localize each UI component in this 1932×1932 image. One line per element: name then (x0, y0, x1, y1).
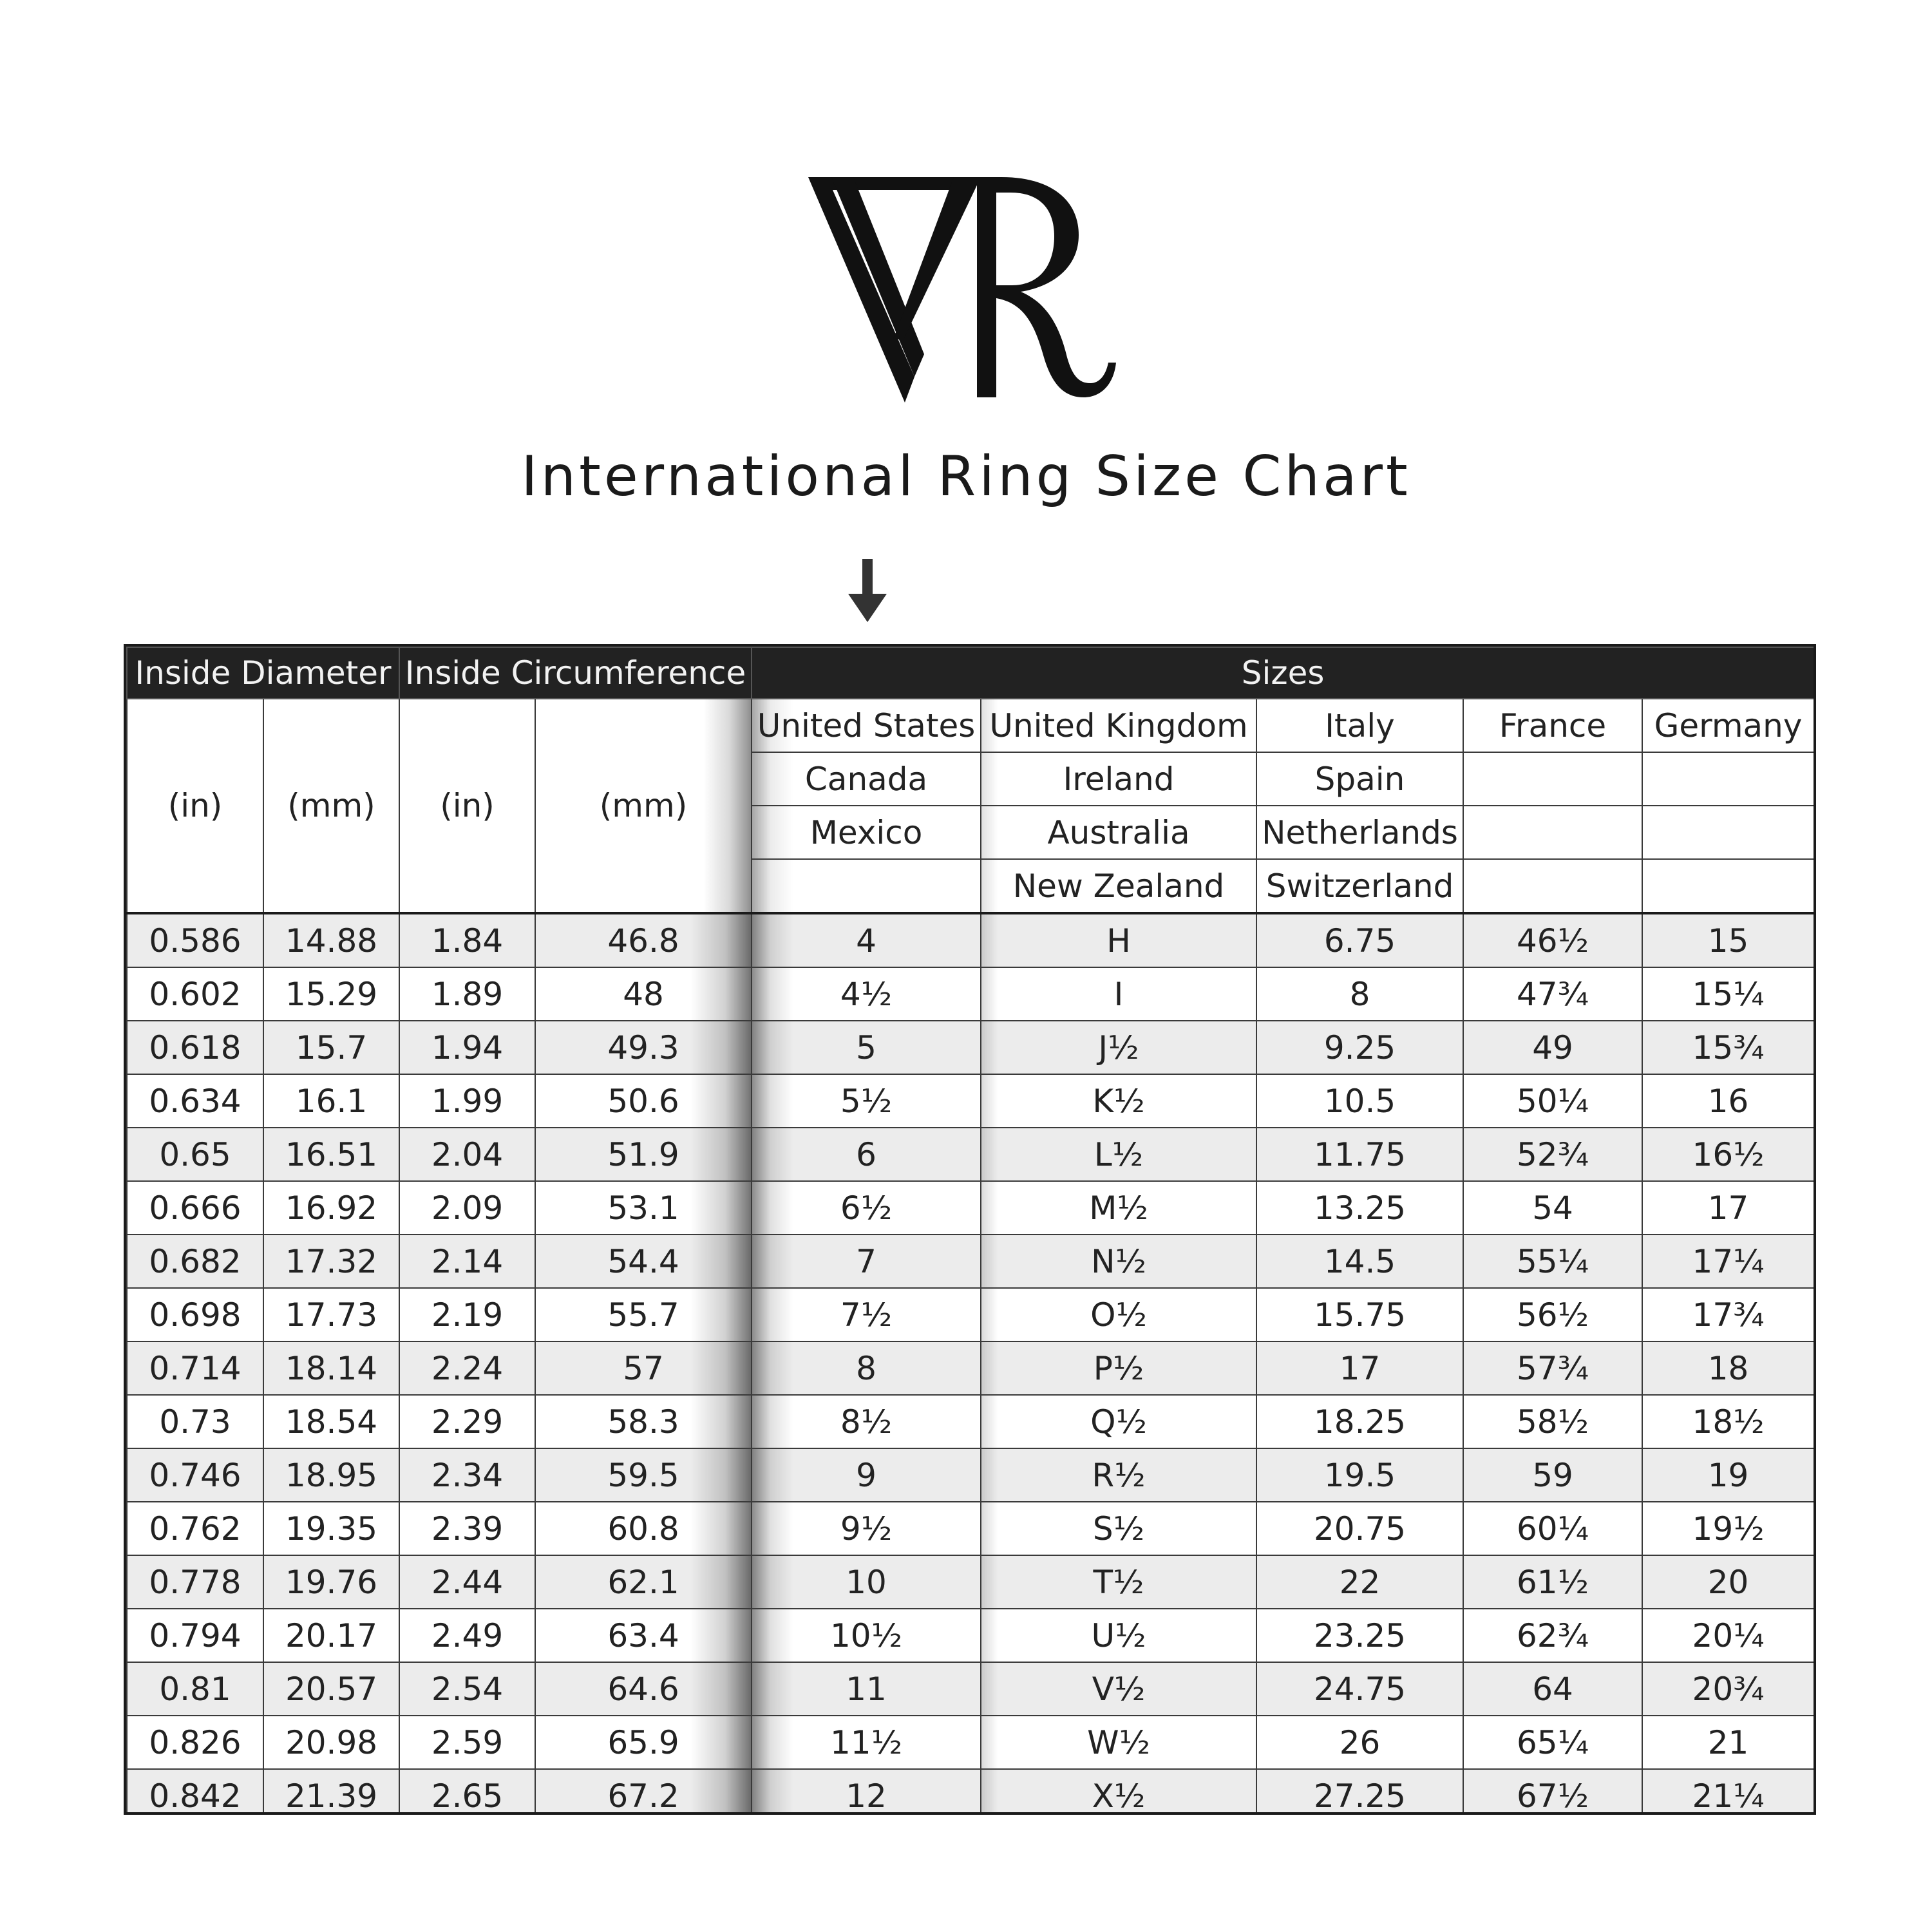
cell-circumference-mm: 62.1 (535, 1555, 752, 1609)
cell-france-size: 60¼ (1463, 1502, 1642, 1555)
cell-circumference-mm: 48 (535, 967, 752, 1021)
cell-circumference-mm: 59.5 (535, 1448, 752, 1502)
table-row (127, 1074, 1814, 1128)
cell-germany-size: 19½ (1642, 1502, 1814, 1555)
cell-germany-size: 16½ (1642, 1128, 1814, 1181)
cell-uk-size: X½ (981, 1769, 1256, 1815)
cell-circumference-in: 2.44 (399, 1555, 535, 1609)
cell-france-size: 54 (1463, 1181, 1642, 1235)
cell-diameter-mm: 17.73 (263, 1288, 399, 1341)
table-row (127, 1609, 1814, 1662)
cell-circumference-in: 2.09 (399, 1181, 535, 1235)
cell-us-size: 8 (752, 1341, 981, 1395)
cell-france-size: 49 (1463, 1021, 1642, 1074)
region-germany-3 (1642, 806, 1814, 859)
cell-us-size: 11½ (752, 1716, 981, 1769)
cell-diameter-in: 0.826 (127, 1716, 263, 1769)
table-row (127, 1395, 1814, 1448)
cell-diameter-mm: 21.39 (263, 1769, 399, 1815)
cell-us-size: 10 (752, 1555, 981, 1609)
cell-diameter-in: 0.634 (127, 1074, 263, 1128)
cell-germany-size: 17 (1642, 1181, 1814, 1235)
cell-uk-size: H (981, 913, 1256, 967)
cell-italy-size: 10.5 (1256, 1074, 1463, 1128)
cell-us-size: 6 (752, 1128, 981, 1181)
region-us-1: United States (752, 699, 981, 752)
cell-diameter-mm: 20.57 (263, 1662, 399, 1716)
cell-circumference-mm: 65.9 (535, 1716, 752, 1769)
cell-diameter-in: 0.73 (127, 1395, 263, 1448)
header-inside-circumference: Inside Circumference (399, 647, 752, 699)
region-uk-2: Ireland (981, 752, 1256, 806)
table-row (127, 1181, 1814, 1235)
cell-italy-size: 17 (1256, 1341, 1463, 1395)
cell-france-size: 58½ (1463, 1395, 1642, 1448)
cell-uk-size: M½ (981, 1181, 1256, 1235)
cell-italy-size: 11.75 (1256, 1128, 1463, 1181)
cell-france-size: 64 (1463, 1662, 1642, 1716)
cell-circumference-mm: 60.8 (535, 1502, 752, 1555)
region-france-3 (1463, 806, 1642, 859)
region-italy-3: Netherlands (1256, 806, 1463, 859)
cell-italy-size: 18.25 (1256, 1395, 1463, 1448)
cell-uk-size: V½ (981, 1662, 1256, 1716)
cell-us-size: 9½ (752, 1502, 981, 1555)
cell-germany-size: 20¾ (1642, 1662, 1814, 1716)
vr-monogram-logo (808, 171, 1130, 402)
cell-circumference-in: 1.99 (399, 1074, 535, 1128)
cell-germany-size: 20¼ (1642, 1609, 1814, 1662)
table-row (127, 1341, 1814, 1395)
table-row (127, 1448, 1814, 1502)
cell-diameter-mm: 18.54 (263, 1395, 399, 1448)
cell-diameter-in: 0.65 (127, 1128, 263, 1181)
cell-diameter-in: 0.698 (127, 1288, 263, 1341)
cell-circumference-in: 2.24 (399, 1341, 535, 1395)
cell-diameter-mm: 14.88 (263, 913, 399, 967)
cell-uk-size: S½ (981, 1502, 1256, 1555)
cell-circumference-mm: 49.3 (535, 1021, 752, 1074)
cell-italy-size: 6.75 (1256, 913, 1463, 967)
region-us-3: Mexico (752, 806, 981, 859)
cell-circumference-in: 2.49 (399, 1609, 535, 1662)
cell-circumference-mm: 67.2 (535, 1769, 752, 1815)
cell-france-size: 47¾ (1463, 967, 1642, 1021)
cell-circumference-in: 2.39 (399, 1502, 535, 1555)
cell-italy-size: 14.5 (1256, 1235, 1463, 1288)
cell-circumference-in: 2.34 (399, 1448, 535, 1502)
cell-us-size: 4½ (752, 967, 981, 1021)
cell-italy-size: 22 (1256, 1555, 1463, 1609)
cell-diameter-in: 0.746 (127, 1448, 263, 1502)
cell-italy-size: 20.75 (1256, 1502, 1463, 1555)
region-italy-2: Spain (1256, 752, 1463, 806)
cell-france-size: 52¾ (1463, 1128, 1642, 1181)
cell-france-size: 56½ (1463, 1288, 1642, 1341)
cell-diameter-mm: 16.92 (263, 1181, 399, 1235)
cell-circumference-mm: 51.9 (535, 1128, 752, 1181)
cell-circumference-in: 2.14 (399, 1235, 535, 1288)
unit-label-diameter-mm: (mm) (263, 699, 399, 913)
cell-diameter-mm: 16.51 (263, 1128, 399, 1181)
cell-circumference-in: 1.84 (399, 913, 535, 967)
region-germany-1: Germany (1642, 699, 1814, 752)
region-uk-4: New Zealand (981, 859, 1256, 913)
cell-italy-size: 15.75 (1256, 1288, 1463, 1341)
cell-germany-size: 21¼ (1642, 1769, 1814, 1815)
cell-circumference-mm: 46.8 (535, 913, 752, 967)
cell-circumference-mm: 55.7 (535, 1288, 752, 1341)
cell-france-size: 62¾ (1463, 1609, 1642, 1662)
cell-germany-size: 17¼ (1642, 1235, 1814, 1288)
cell-us-size: 5 (752, 1021, 981, 1074)
region-italy-4: Switzerland (1256, 859, 1463, 913)
cell-germany-size: 18½ (1642, 1395, 1814, 1448)
cell-circumference-in: 2.65 (399, 1769, 535, 1815)
cell-diameter-mm: 18.14 (263, 1341, 399, 1395)
cell-diameter-in: 0.714 (127, 1341, 263, 1395)
cell-diameter-in: 0.81 (127, 1662, 263, 1716)
down-arrow-icon (847, 559, 888, 623)
table-row (127, 1288, 1814, 1341)
cell-germany-size: 15¼ (1642, 967, 1814, 1021)
unit-label-diameter-in: (in) (127, 699, 263, 913)
cell-diameter-mm: 15.7 (263, 1021, 399, 1074)
cell-us-size: 5½ (752, 1074, 981, 1128)
region-france-4 (1463, 859, 1642, 913)
region-italy-1: Italy (1256, 699, 1463, 752)
cell-germany-size: 16 (1642, 1074, 1814, 1128)
cell-circumference-mm: 57 (535, 1341, 752, 1395)
cell-us-size: 4 (752, 913, 981, 967)
cell-diameter-in: 0.682 (127, 1235, 263, 1288)
cell-circumference-in: 2.04 (399, 1128, 535, 1181)
cell-germany-size: 15¾ (1642, 1021, 1814, 1074)
cell-us-size: 7½ (752, 1288, 981, 1341)
cell-italy-size: 19.5 (1256, 1448, 1463, 1502)
cell-italy-size: 27.25 (1256, 1769, 1463, 1815)
cell-circumference-mm: 53.1 (535, 1181, 752, 1235)
table-row (127, 913, 1814, 967)
cell-italy-size: 13.25 (1256, 1181, 1463, 1235)
cell-us-size: 9 (752, 1448, 981, 1502)
region-us-2: Canada (752, 752, 981, 806)
cell-circumference-in: 2.54 (399, 1662, 535, 1716)
cell-circumference-mm: 54.4 (535, 1235, 752, 1288)
ring-size-table (124, 644, 1816, 1815)
cell-uk-size: Q½ (981, 1395, 1256, 1448)
table-row (127, 967, 1814, 1021)
cell-italy-size: 9.25 (1256, 1021, 1463, 1074)
cell-uk-size: O½ (981, 1288, 1256, 1341)
region-uk-1: United Kingdom (981, 699, 1256, 752)
cell-circumference-mm: 64.6 (535, 1662, 752, 1716)
table-row (127, 1769, 1814, 1815)
cell-france-size: 50¼ (1463, 1074, 1642, 1128)
unit-label-circumference-in: (in) (399, 699, 535, 913)
table-row (127, 1716, 1814, 1769)
cell-uk-size: W½ (981, 1716, 1256, 1769)
cell-italy-size: 23.25 (1256, 1609, 1463, 1662)
table-row (127, 1555, 1814, 1609)
cell-us-size: 6½ (752, 1181, 981, 1235)
cell-diameter-mm: 20.98 (263, 1716, 399, 1769)
table-row (127, 1021, 1814, 1074)
cell-diameter-in: 0.762 (127, 1502, 263, 1555)
table-row (127, 1235, 1814, 1288)
cell-uk-size: J½ (981, 1021, 1256, 1074)
cell-circumference-in: 2.19 (399, 1288, 535, 1341)
region-uk-3: Australia (981, 806, 1256, 859)
region-france-1: France (1463, 699, 1642, 752)
cell-uk-size: L½ (981, 1128, 1256, 1181)
cell-us-size: 11 (752, 1662, 981, 1716)
cell-france-size: 61½ (1463, 1555, 1642, 1609)
cell-diameter-in: 0.618 (127, 1021, 263, 1074)
cell-france-size: 59 (1463, 1448, 1642, 1502)
cell-uk-size: P½ (981, 1341, 1256, 1395)
cell-france-size: 57¾ (1463, 1341, 1642, 1395)
cell-circumference-in: 1.94 (399, 1021, 535, 1074)
cell-diameter-in: 0.794 (127, 1609, 263, 1662)
cell-italy-size: 24.75 (1256, 1662, 1463, 1716)
region-header-row-1 (127, 699, 1814, 752)
cell-germany-size: 17¾ (1642, 1288, 1814, 1341)
cell-france-size: 67½ (1463, 1769, 1642, 1815)
region-france-2 (1463, 752, 1642, 806)
cell-germany-size: 19 (1642, 1448, 1814, 1502)
cell-diameter-in: 0.586 (127, 913, 263, 967)
cell-diameter-mm: 17.32 (263, 1235, 399, 1288)
cell-uk-size: T½ (981, 1555, 1256, 1609)
size-rows (127, 913, 1814, 1815)
cell-germany-size: 15 (1642, 913, 1814, 967)
region-germany-2 (1642, 752, 1814, 806)
region-germany-4 (1642, 859, 1814, 913)
unit-label-circumference-mm: (mm) (535, 699, 752, 913)
cell-germany-size: 18 (1642, 1341, 1814, 1395)
cell-uk-size: N½ (981, 1235, 1256, 1288)
cell-diameter-mm: 15.29 (263, 967, 399, 1021)
cell-france-size: 46½ (1463, 913, 1642, 967)
cell-diameter-mm: 19.76 (263, 1555, 399, 1609)
group-header-row (127, 647, 1814, 699)
cell-uk-size: R½ (981, 1448, 1256, 1502)
cell-germany-size: 20 (1642, 1555, 1814, 1609)
cell-us-size: 8½ (752, 1395, 981, 1448)
cell-circumference-in: 2.29 (399, 1395, 535, 1448)
cell-us-size: 10½ (752, 1609, 981, 1662)
cell-germany-size: 21 (1642, 1716, 1814, 1769)
cell-uk-size: U½ (981, 1609, 1256, 1662)
table-row (127, 1128, 1814, 1181)
cell-circumference-in: 1.89 (399, 967, 535, 1021)
cell-diameter-in: 0.602 (127, 967, 263, 1021)
table-row (127, 1662, 1814, 1716)
header-inside-diameter: Inside Diameter (127, 647, 399, 699)
ring-size-chart-table (126, 647, 1815, 1815)
cell-france-size: 65¼ (1463, 1716, 1642, 1769)
region-us-4 (752, 859, 981, 913)
cell-diameter-in: 0.778 (127, 1555, 263, 1609)
cell-diameter-mm: 16.1 (263, 1074, 399, 1128)
cell-diameter-mm: 18.95 (263, 1448, 399, 1502)
cell-italy-size: 26 (1256, 1716, 1463, 1769)
header-sizes: Sizes (752, 647, 1814, 699)
cell-circumference-in: 2.59 (399, 1716, 535, 1769)
cell-circumference-mm: 50.6 (535, 1074, 752, 1128)
cell-uk-size: K½ (981, 1074, 1256, 1128)
cell-diameter-mm: 20.17 (263, 1609, 399, 1662)
cell-diameter-in: 0.666 (127, 1181, 263, 1235)
page-title: International Ring Size Chart (521, 444, 1411, 509)
cell-italy-size: 8 (1256, 967, 1463, 1021)
cell-circumference-mm: 63.4 (535, 1609, 752, 1662)
cell-france-size: 55¼ (1463, 1235, 1642, 1288)
cell-uk-size: I (981, 967, 1256, 1021)
table-row (127, 1502, 1814, 1555)
cell-diameter-in: 0.842 (127, 1769, 263, 1815)
cell-circumference-mm: 58.3 (535, 1395, 752, 1448)
cell-diameter-mm: 19.35 (263, 1502, 399, 1555)
cell-us-size: 7 (752, 1235, 981, 1288)
cell-us-size: 12 (752, 1769, 981, 1815)
